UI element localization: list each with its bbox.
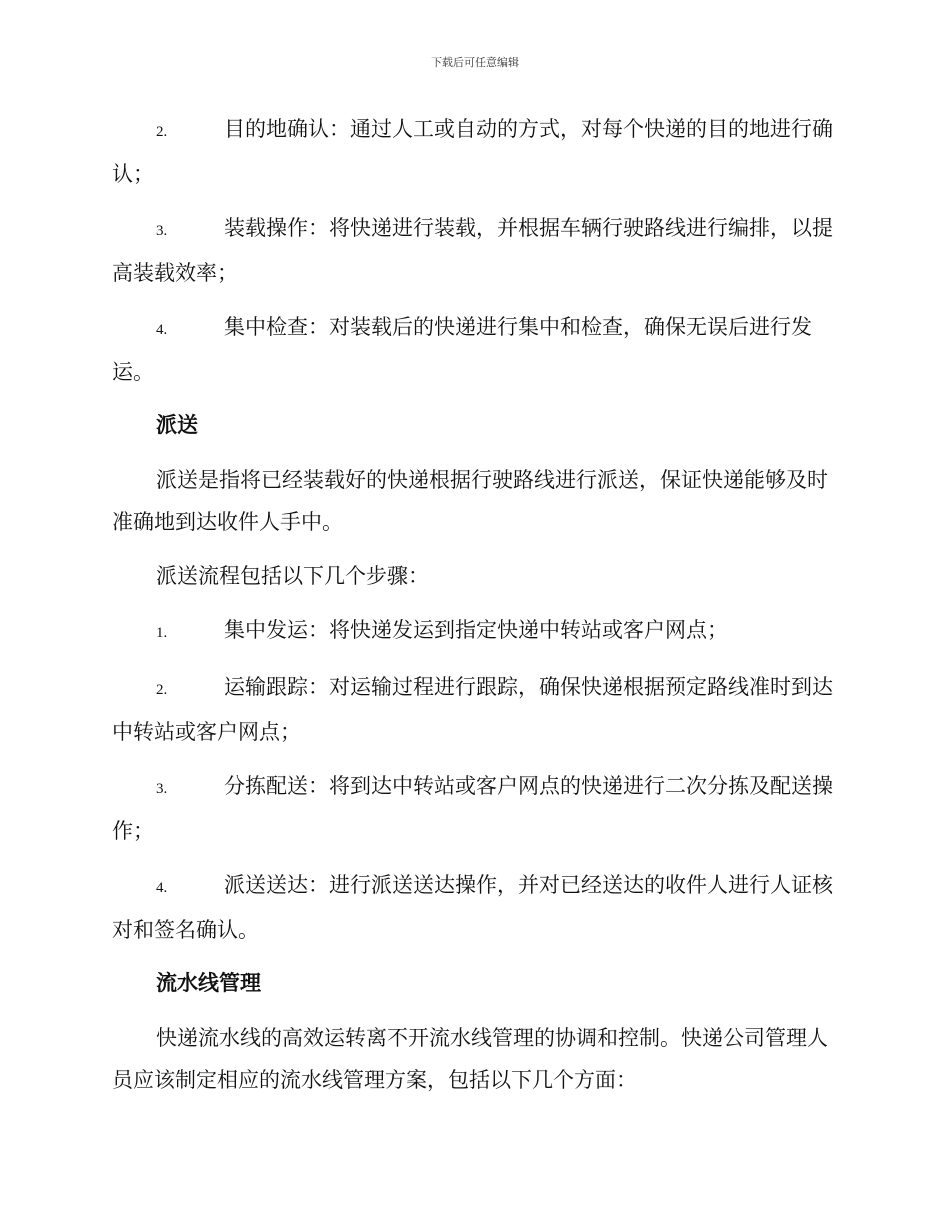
list-number: 1. — [156, 625, 168, 641]
delivery-steps-intro: 派送流程包括以下几个步骤： — [156, 564, 429, 588]
list-number: 3. — [156, 223, 168, 239]
list-item — [112, 306, 834, 393]
list-number: 4. — [156, 880, 168, 896]
list-item — [112, 108, 834, 195]
delivery-intro-paragraph: 派送是指将已经装载好的快递根据行驶路线进行派送，保证快递能够及时准确地到达收件人手中。 — [112, 468, 828, 534]
list-item — [112, 666, 834, 753]
list-text: 分拣配送：将到达中转站或客户网点的快递进行二次分拣及配送操作； — [112, 774, 833, 843]
list-item — [112, 609, 834, 654]
section-heading-pipeline: 流水线管理 — [156, 972, 261, 995]
list-text: 目的地确认：通过人工或自动的方式，对每个快递的目的地进行确认； — [112, 117, 833, 186]
list-number: 3. — [156, 781, 168, 797]
list-item — [112, 765, 834, 852]
pipeline-intro-paragraph: 快递流水线的高效运转离不开流水线管理的协调和控制。快递公司管理人员应该制定相应的流水线管理方案，包括以下几个方面： — [112, 1026, 828, 1092]
list-item — [112, 864, 834, 951]
list-number: 2. — [156, 682, 168, 698]
document-body — [112, 108, 834, 1113]
section-heading-delivery: 派送 — [156, 414, 198, 437]
list-number: 2. — [156, 124, 168, 140]
list-text: 运输跟踪：对运输过程进行跟踪，确保快递根据预定路线准时到达中转站或客户网点； — [112, 675, 833, 744]
list-text: 装载操作：将快递进行装载，并根据车辆行驶路线进行编排，以提高装载效率； — [112, 216, 833, 285]
list-number: 4. — [156, 322, 168, 338]
list-text: 集中发运：将快递发运到指定快递中转站或客户网点； — [224, 618, 728, 642]
list-text: 集中检查：对装载后的快递进行集中和检查，确保无误后进行发运。 — [112, 315, 812, 384]
page-header: 下载后可任意编辑 — [431, 56, 519, 69]
list-text: 派送送达：进行派送送达操作，并对已经送达的收件人进行人证核对和签名确认。 — [112, 873, 833, 942]
list-item — [112, 207, 834, 294]
